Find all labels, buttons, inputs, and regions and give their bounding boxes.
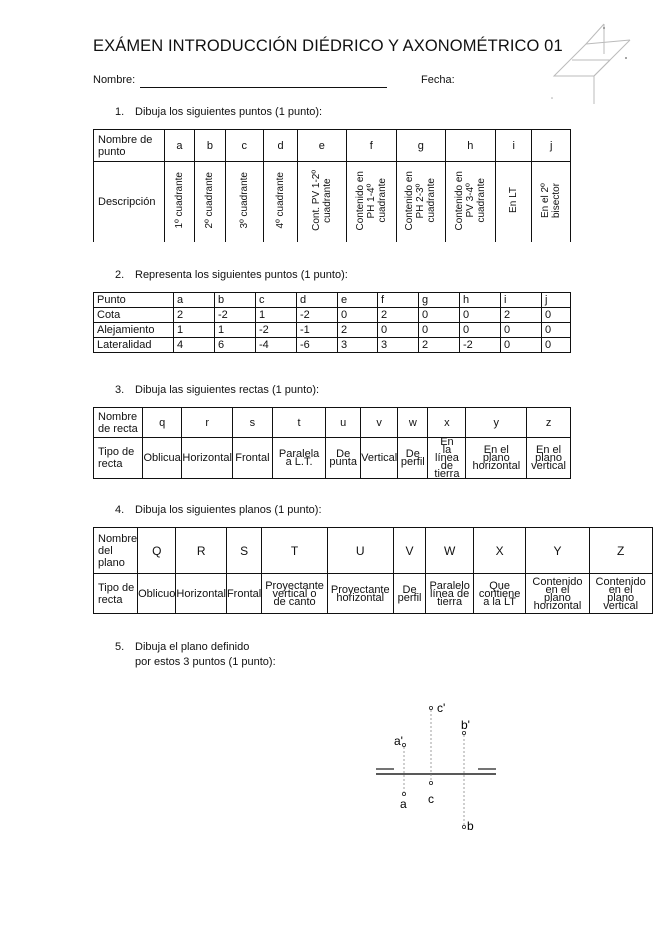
lines-table	[93, 407, 571, 479]
coord-cell: 3	[338, 338, 378, 353]
dihedral-diagram	[370, 695, 510, 840]
point-a	[402, 792, 405, 795]
point-desc: Contenido en PV 3-4º cuadrante	[453, 170, 487, 230]
coord-header: b	[215, 293, 256, 308]
coord-header: Punto	[94, 293, 174, 308]
point-desc: Contenido en PH 1-4º cuadrante	[354, 170, 388, 230]
plane-name: Q	[138, 528, 176, 574]
line-name: z	[527, 408, 571, 438]
nombre-line[interactable]	[140, 87, 387, 88]
line-type: De perfil	[398, 438, 428, 479]
section-3-num: 3.	[115, 384, 125, 396]
point-name: h	[445, 130, 496, 162]
planes-name-header: Nombre del plano	[94, 528, 138, 574]
line-name: q	[142, 408, 181, 438]
point-name: b	[195, 130, 225, 162]
coord-cell: 2	[419, 338, 460, 353]
table-row	[94, 323, 571, 338]
plane-name: R	[176, 528, 227, 574]
points-name-header: Nombre de punto	[94, 130, 165, 162]
coord-cell: -2	[460, 338, 501, 353]
line-type: De punta	[326, 438, 361, 479]
coord-cell: 2	[338, 323, 378, 338]
coord-cell: -2	[297, 308, 338, 323]
line-type: En el plano horizontal	[466, 438, 527, 479]
line-name: t	[272, 408, 325, 438]
plane-name: T	[262, 528, 328, 574]
section-2-num: 2.	[115, 269, 125, 281]
planes-table	[93, 527, 653, 614]
section-5-heading	[115, 641, 249, 653]
coord-cell: 0	[501, 323, 542, 338]
point-desc: 1º cuadrante	[173, 172, 185, 229]
section-5-line1: Dibuja el plano definido	[135, 641, 250, 653]
point-name: j	[532, 130, 571, 162]
point-c	[429, 781, 432, 784]
plane-type: Proyectante vertical o de canto	[262, 574, 328, 614]
points-table	[93, 129, 571, 242]
coord-cell: 0	[460, 308, 501, 323]
plane-type: Contenido en el plano horizontal	[526, 574, 589, 614]
point-name: i	[496, 130, 532, 162]
plane-name: Z	[589, 528, 652, 574]
coord-cell: 0	[501, 338, 542, 353]
line-type: Horizontal	[182, 438, 233, 479]
coord-cell: 0	[460, 323, 501, 338]
point-desc: 3º cuadrante	[238, 172, 250, 229]
plane-type: Horizontal	[176, 574, 227, 614]
coord-cell: 0	[542, 308, 571, 323]
point-name: c	[225, 130, 263, 162]
coord-header: d	[297, 293, 338, 308]
plane-type: Frontal	[226, 574, 261, 614]
line-name: w	[398, 408, 428, 438]
label-b-prime: b'	[461, 718, 470, 732]
line-type: Paralela a L.T.	[272, 438, 325, 479]
coord-cell: 2	[378, 308, 419, 323]
point-name: a	[164, 130, 194, 162]
label-a: a	[400, 797, 407, 811]
coord-cell: -1	[297, 323, 338, 338]
coord-cell: 0	[338, 308, 378, 323]
point-desc: En el 2º bisector	[540, 182, 563, 218]
line-name: x	[428, 408, 466, 438]
coord-header: j	[542, 293, 571, 308]
plane-type: De perfil	[393, 574, 426, 614]
line-type: Oblicua	[142, 438, 181, 479]
plane-name: W	[426, 528, 473, 574]
coord-cell: Lateralidad	[94, 338, 174, 353]
section-2-text: Representa los siguientes puntos (1 punto):	[135, 269, 348, 281]
coord-cell: 3	[378, 338, 419, 353]
plane-name: U	[327, 528, 393, 574]
section-2-heading	[115, 269, 348, 281]
plane-type: Que contiene a la LT	[473, 574, 526, 614]
coord-header: e	[338, 293, 378, 308]
point-c-prime	[429, 706, 432, 709]
coord-header: g	[419, 293, 460, 308]
line-type: Frontal	[232, 438, 272, 479]
section-4-text: Dibuja los siguientes planos (1 punto):	[135, 504, 322, 516]
coord-cell: -2	[215, 308, 256, 323]
label-c: c	[428, 792, 434, 806]
plane-type: Contenido en el plano vertical	[589, 574, 652, 614]
plane-type: Proyectante horizontal	[327, 574, 393, 614]
coordinates-table	[93, 292, 571, 353]
label-a-prime: a'	[394, 734, 403, 748]
label-b: b	[467, 819, 474, 833]
axonometric-logo	[550, 20, 644, 104]
coord-header: f	[378, 293, 419, 308]
section-1-heading	[115, 106, 322, 118]
point-desc: 2º cuadrante	[204, 172, 216, 229]
planes-type-header: Tipo de recta	[94, 574, 138, 614]
coord-cell: 0	[419, 308, 460, 323]
section-1-text: Dibuja los siguientes puntos (1 punto):	[135, 106, 323, 118]
line-name: r	[182, 408, 233, 438]
section-3-heading	[115, 384, 319, 396]
coord-cell: -6	[297, 338, 338, 353]
line-name: u	[326, 408, 361, 438]
section-3-text: Dibuja las siguientes rectas (1 punto):	[135, 384, 320, 396]
coord-header: h	[460, 293, 501, 308]
line-name: y	[466, 408, 527, 438]
coord-header: i	[501, 293, 542, 308]
plane-name: S	[226, 528, 261, 574]
coord-cell: 0	[542, 323, 571, 338]
section-4-num: 4.	[115, 504, 125, 516]
point-desc: Cont. PV 1-2º cuadrante	[310, 169, 333, 231]
plane-type: Oblicuo	[138, 574, 176, 614]
coord-cell: -4	[256, 338, 297, 353]
coord-cell: 1	[215, 323, 256, 338]
coord-cell: 0	[419, 323, 460, 338]
point-name: f	[346, 130, 397, 162]
nombre-label: Nombre:	[93, 74, 136, 86]
point-name: d	[263, 130, 297, 162]
coord-cell: 0	[542, 338, 571, 353]
coord-cell: Alejamiento	[94, 323, 174, 338]
table-row	[94, 338, 571, 353]
point-desc: Contenido en PH 2-3º cuadrante	[404, 170, 438, 230]
coord-cell: 1	[174, 323, 215, 338]
table-row	[94, 308, 571, 323]
coord-header: c	[256, 293, 297, 308]
section-5-line2: por estos 3 puntos (1 punto):	[135, 656, 276, 668]
coord-cell: Cota	[94, 308, 174, 323]
coord-cell: 2	[501, 308, 542, 323]
point-name: e	[298, 130, 346, 162]
coord-cell: 4	[174, 338, 215, 353]
section-1-num: 1.	[115, 106, 125, 118]
coord-cell: 0	[378, 323, 419, 338]
point-name: g	[397, 130, 446, 162]
point-desc: En LT	[508, 187, 520, 214]
point-desc: 4º cuadrante	[275, 172, 287, 229]
coord-header: a	[174, 293, 215, 308]
label-c-prime: c'	[437, 701, 446, 715]
line-name: s	[232, 408, 272, 438]
plane-name: Y	[526, 528, 589, 574]
coord-cell: -2	[256, 323, 297, 338]
coord-cell: 2	[174, 308, 215, 323]
exam-title: EXÁMEN INTRODUCCIÓN DIÉDRICO Y AXONOMÉTRICO 01	[93, 37, 563, 55]
lines-name-header: Nombre de recta	[94, 408, 143, 438]
section-4-heading	[115, 504, 322, 516]
line-type: En el plano vertical	[527, 438, 571, 479]
coord-cell: 6	[215, 338, 256, 353]
line-type: En la línea de tierra	[428, 438, 466, 479]
coord-cell: 1	[256, 308, 297, 323]
plane-name: V	[393, 528, 426, 574]
points-desc-header: Descripción	[94, 162, 165, 242]
lines-type-header: Tipo de recta	[94, 438, 143, 479]
plane-type: Paralelo línea de tierra	[426, 574, 473, 614]
point-b	[462, 825, 465, 828]
section-5-num: 5.	[115, 641, 125, 653]
fecha-label: Fecha:	[421, 74, 455, 86]
line-type: Vertical	[361, 438, 398, 479]
line-name: v	[361, 408, 398, 438]
plane-name: X	[473, 528, 526, 574]
